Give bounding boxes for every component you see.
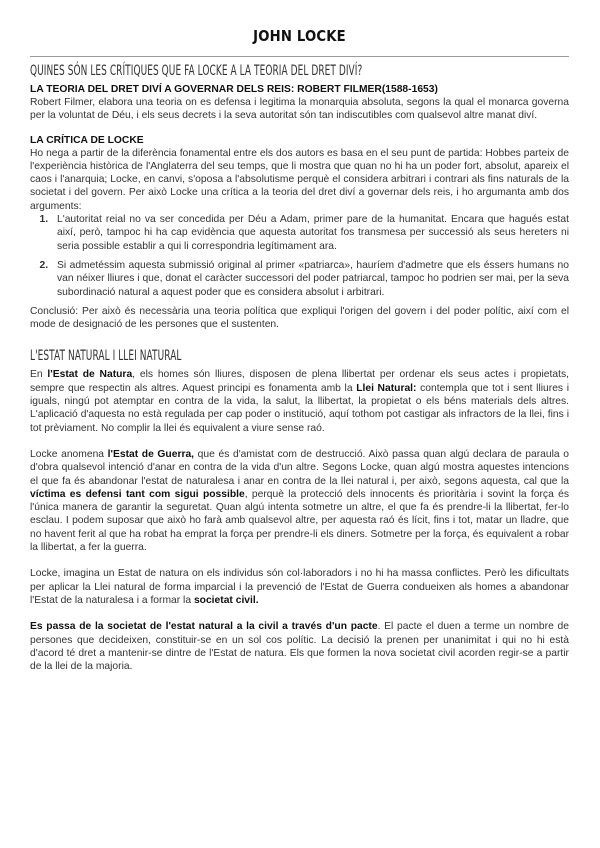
paragraph-state-of-war — [30, 448, 569, 554]
subheading-filmer-theory: LA TEORIA DEL DRET DIVÍ A GOVERNAR DELS REIS: ROBERT FILMER(1588-1653) — [30, 84, 438, 95]
term-social-pact: Es passa de la societat de l'estat natural a la civil a través d'un pacte — [30, 621, 378, 633]
paragraph-social-pact — [30, 620, 569, 673]
text-run: Locke, imagina un Estat de natura on els individus són col·laboradors i no hi ha massa conflictes. Però les dificultats per aplicar la Llei natural de forma imparcial i la prevenció de l'Estat de Guerra condueixen als homes a abandonar l'Estat de la naturalesa i a formar la — [30, 568, 569, 606]
term-state-of-nature: l'Estat de Natura — [47, 369, 133, 381]
text-run: contempla que tot i sent lliures i iguals, ningú pot atemptar en contra de la vida, la salut, la llibertat, la propietat o els béns materials dels altres. L'aplicació d'aquesta no està regulada per cap poder o institució, aquí tothom pot castigar als infractors de la llei, fins i tot prèviament. No complir la llei és equivalent a viure sense raó. — [30, 382, 569, 434]
document-title: JOHN LOCKE — [253, 27, 346, 45]
spacer — [30, 331, 569, 342]
term-self-defense: víctima es defensi tant com sigui possible — [30, 488, 245, 500]
paragraph-civil-society — [30, 567, 569, 607]
argument-item-1: 1. L'autoritat reial no va ser concedida per Déu a Adam, primer pare de la humanitat. Encara que hagués estat així, però, tampoc hi ha cap evidència que aquesta autoritat fos transmesa per successió als seus hereters ni seria possible establir a qui li correspondria legítimament ara. — [51, 213, 569, 253]
spacer — [30, 123, 569, 134]
argument-item-2: 2. Si admetéssim aquesta submissió original al primer «patriarca», hauríem d'admetre que els éssers humans no van néixer lliures i que, donat el caràcter successori del poder patriarcal, tampoc ho podrien ser mai, per la seva subordinació natural a aquest poder que es considera absolut i arbitrari. — [51, 259, 569, 299]
text-run: Locke anomena — [30, 448, 108, 460]
title-divider — [30, 56, 569, 57]
text-run: , perquè la protecció dels innocents és prioritària i sovint la força és l'única manera de garantir la seguretat. Quan algú intenta sotmetre un altre, el que fa és prendre-li la llibertat, fer-lo esclau. I podem suposar que això ho farà amb qualsevol altre, per aquesta raó és lícit, fins i tot, matar un lladre, que no havent ferit al que ha robat ha emprat la força per prendre-li els diners. Sotmetre per la força, és equivalent a robar la llibertat, a fer la guerra. — [30, 488, 570, 554]
spacer — [30, 435, 569, 448]
text-run: . El pacte el duen a terme un nombre de persones que decideixen, constituir-se en un sol cos polític. La decisió la prenen per unanimitat i qui no hi està d'acord té dret a mantenir-se dintre de l'Estat de natura. Els que formen la nova societat civil acorden regir-se a partir de la llei de la majoria. — [30, 621, 569, 673]
text-run: En — [30, 369, 48, 381]
spacer — [30, 607, 569, 620]
spacer — [30, 554, 569, 567]
term-civil-society: societat civil. — [193, 594, 259, 606]
section-heading-natural-state: L'ESTAT NATURAL I LLEI NATURAL — [30, 348, 182, 365]
section-heading-divine-right-critique: QUINES SÓN LES CRÍTIQUES QUE FA LOCKE A LA TEORIA DEL DRET DIVÍ? — [30, 63, 363, 79]
text-run: que és d'amistat com de destrucció. Això passa quan algú declara de paraula o d'obra qualsevol intenció d'anar en contra de la vida d'un altre. Segons Locke, quan algú mostra aquestes intencions el que fa és abandonar l'estat de naturalesa i anar en contra de la llei natural i, per això, segons aquesta, cal que la — [30, 448, 569, 487]
arguments-list — [30, 213, 569, 299]
paragraph-conclusion: Conclusió: Per això és necessària una teoria política que expliqui l'origen del govern i del poder polític, així com el mode de designació de les persones que el sustenten. — [30, 305, 569, 331]
text-run: , els homes són lliures, disposen de plena llibertat per ordenar els seus actes i propietats, sempre que respectin als altres. Aquest principi es fonamenta amb la — [30, 369, 569, 394]
paragraph-filmer: Robert Filmer, elabora una teoria on es defensa i legitima la monarquia absoluta, segons la qual el monarca governa per la voluntat de Déu, i els seus decrets i la seva autoritat són tan indiscutibles com qualsevol altre manat diví. — [30, 97, 569, 122]
term-state-of-war: l'Estat de Guerra, — [107, 448, 195, 460]
paragraph-locke-critique: Ho nega a partir de la diferència fonamental entre els dos autors es basa en el seu punt de partida: Hobbes parteix de l'experiència històrica de l'Anglaterra del seu temps, que li mostra que quan no hi ha un poder fort, absolut, apareix el caos i l'anarquia; Locke, en canvi, s'oposa a l'absolutisme perquè el considera arbitrari i contrari als fins naturals de la societat i del govern. Per això Locke una crítica a la teoria del dret diví a governar dels reis, i ho argumanta amb dos arguments: — [30, 147, 569, 212]
subheading-locke-critique: LA CRÍTICA DE LOCKE — [30, 134, 144, 146]
paragraph-state-of-nature — [30, 368, 569, 434]
term-natural-law: Llei Natural: — [356, 382, 417, 394]
